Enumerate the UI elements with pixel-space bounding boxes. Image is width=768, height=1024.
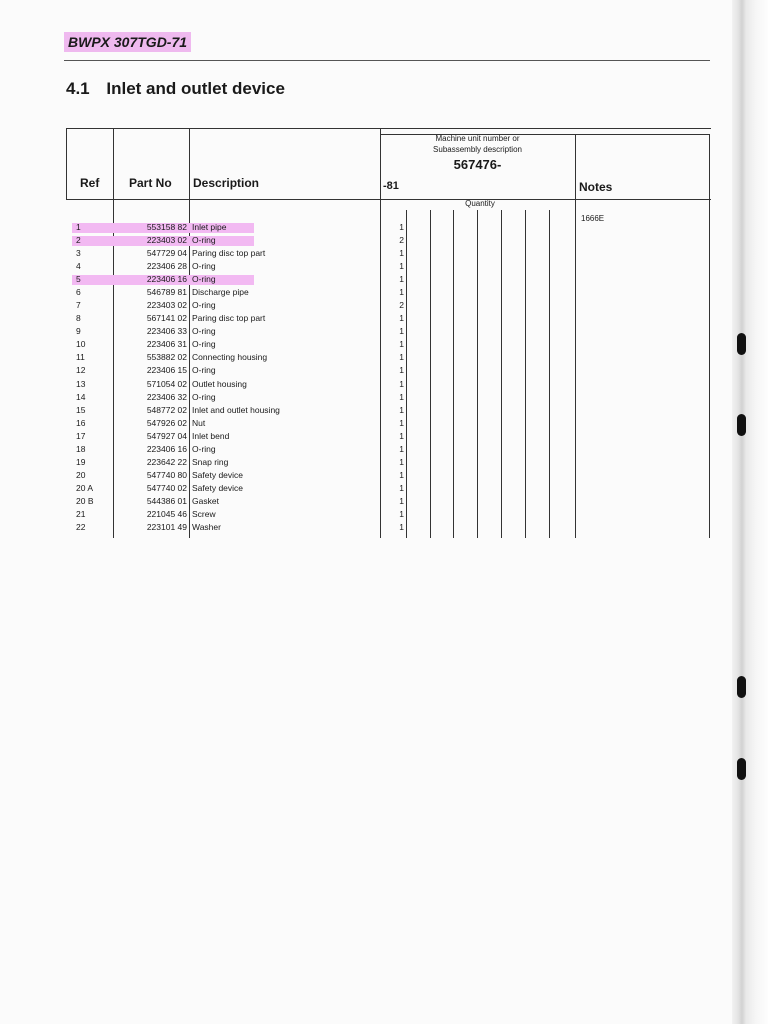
header-rule [64,60,710,61]
row-quantity: 1 [399,248,404,259]
row-ref: 14 [76,391,86,402]
row-description: Gasket [192,495,219,506]
row-ref: 1 [76,222,81,232]
table-row [0,378,768,391]
binder-hole [737,758,746,780]
row-ref: 5 [76,274,81,285]
section-heading [66,79,285,99]
row-quantity: 1 [399,287,404,298]
row-description: Washer [192,521,221,532]
row-ref: 4 [76,261,81,272]
row-quantity: 1 [399,378,404,389]
row-ref: 18 [76,443,86,454]
table-row [0,364,768,377]
table-row [0,299,768,312]
row-description: O-ring [192,391,216,402]
row-part-no: 223406 16 [146,274,187,285]
row-quantity: 1 [399,508,404,519]
binder-hole [737,676,746,698]
table-row [0,417,768,430]
row-ref: 16 [76,417,86,428]
row-ref: 20 A [76,482,94,493]
table-row [0,351,768,364]
row-ref: 8 [76,313,81,324]
row-part-no: 547927 04 [146,430,187,441]
row-ref: 17 [76,430,86,441]
table-row [0,221,768,234]
row-description: Safety device [192,482,244,493]
table-row [0,495,768,508]
row-description: Outlet housing [192,378,247,389]
row-quantity: 1 [399,365,404,376]
header-description: Description [193,176,260,190]
row-part-no: 567141 02 [146,313,187,324]
header-machine-unit-number: 567476- [453,157,502,172]
row-ref: 19 [76,456,86,467]
row-quantity: 1 [399,417,404,428]
row-description: Snap ring [192,456,229,467]
row-quantity: 1 [399,222,404,232]
row-part-no: 223406 33 [146,326,187,337]
row-quantity: 1 [399,521,404,532]
header-ref: Ref [80,176,100,190]
row-description: Screw [192,508,216,519]
row-quantity: 1 [399,495,404,506]
header-variant: -81 [383,180,399,192]
row-ref: 2 [76,235,81,245]
row-part-no: 553882 02 [146,352,187,363]
table-row [0,391,768,404]
row-ref: 21 [76,508,86,519]
notes-entry: 1666E [581,214,605,223]
row-ref: 20 B [76,495,94,506]
table-row [0,273,768,286]
header-quantity: Quantity [465,199,495,208]
header-part-no: Part No [129,176,172,190]
row-quantity: 1 [399,456,404,467]
row-part-no: 546789 81 [146,287,187,298]
row-part-no: 547729 04 [146,248,187,259]
table-row [0,508,768,521]
row-quantity: 1 [399,404,404,415]
row-description: O-ring [192,326,216,337]
row-description: O-ring [192,235,216,245]
row-ref: 6 [76,287,81,298]
row-ref: 11 [76,352,85,363]
table-left-border [66,128,67,199]
row-part-no: 547740 80 [146,469,187,480]
table-row [0,247,768,260]
row-description: O-ring [192,300,216,311]
section-title: Inlet and outlet device [106,79,285,98]
table-row [0,260,768,273]
row-part-no: 223406 32 [146,391,187,402]
table-row [0,234,768,247]
row-part-no: 223406 28 [146,261,187,272]
row-part-no: 221045 46 [146,508,187,519]
table-row [0,456,768,469]
row-part-no: 544386 01 [146,495,187,506]
row-description: Inlet bend [192,430,230,441]
row-quantity: 2 [399,235,404,245]
row-part-no: 223403 02 [146,300,187,311]
row-quantity: 1 [399,313,404,324]
row-part-no: 548772 02 [146,404,187,415]
table-header-divider [66,199,711,200]
row-quantity: 1 [399,339,404,350]
model-designation: BWPX 307TGD-71 [64,32,191,52]
row-part-no: 571054 02 [146,378,187,389]
row-quantity: 2 [399,300,404,311]
row-part-no: 223403 02 [146,235,187,245]
row-quantity: 1 [399,391,404,402]
row-ref: 9 [76,326,81,337]
row-description: Nut [192,417,206,428]
row-description: Discharge pipe [192,287,249,298]
table-row [0,482,768,495]
section-number: 4.1 [66,79,90,98]
table-row [0,469,768,482]
header-machine-unit-line1: Machine unit number or [435,134,520,143]
row-description: O-ring [192,261,216,272]
row-description: O-ring [192,365,216,376]
row-ref: 20 [76,469,86,480]
table-row [0,325,768,338]
table-row [0,443,768,456]
row-description: Safety device [192,469,244,480]
row-part-no: 223406 16 [146,443,187,454]
row-quantity: 1 [399,469,404,480]
row-description: O-ring [192,443,216,454]
table-row [0,430,768,443]
row-description: Paring disc top part [192,313,266,324]
row-quantity: 1 [399,443,404,454]
header-machine-unit-line2: Subassembly description [433,145,522,154]
row-quantity: 1 [399,274,404,285]
row-quantity: 1 [399,482,404,493]
row-ref: 13 [76,378,86,389]
row-ref: 22 [76,521,86,532]
row-description: O-ring [192,274,216,285]
row-description: Inlet pipe [192,222,227,232]
row-quantity: 1 [399,261,404,272]
row-description: Connecting housing [192,352,268,363]
row-part-no: 547740 02 [146,482,187,493]
row-ref: 10 [76,339,86,350]
row-description: O-ring [192,339,216,350]
table-row [0,404,768,417]
row-part-no: 223406 31 [146,339,187,350]
row-ref: 3 [76,248,81,259]
row-part-no: 553158 82 [146,222,187,232]
table-row [0,338,768,351]
table-row [0,521,768,534]
row-part-no: 547926 02 [146,417,187,428]
row-quantity: 1 [399,326,404,337]
row-description: Inlet and outlet housing [192,404,280,415]
table-row [0,312,768,325]
table-top-border [66,128,711,129]
row-ref: 15 [76,404,86,415]
row-part-no: 223642 22 [146,456,187,467]
header-notes: Notes [579,180,613,194]
row-quantity: 1 [399,430,404,441]
row-ref: 7 [76,300,81,311]
row-description: Paring disc top part [192,248,266,259]
table-row [0,286,768,299]
row-part-no: 223101 49 [146,521,187,532]
row-quantity: 1 [399,352,404,363]
row-part-no: 223406 15 [146,365,187,376]
row-ref: 12 [76,365,86,376]
